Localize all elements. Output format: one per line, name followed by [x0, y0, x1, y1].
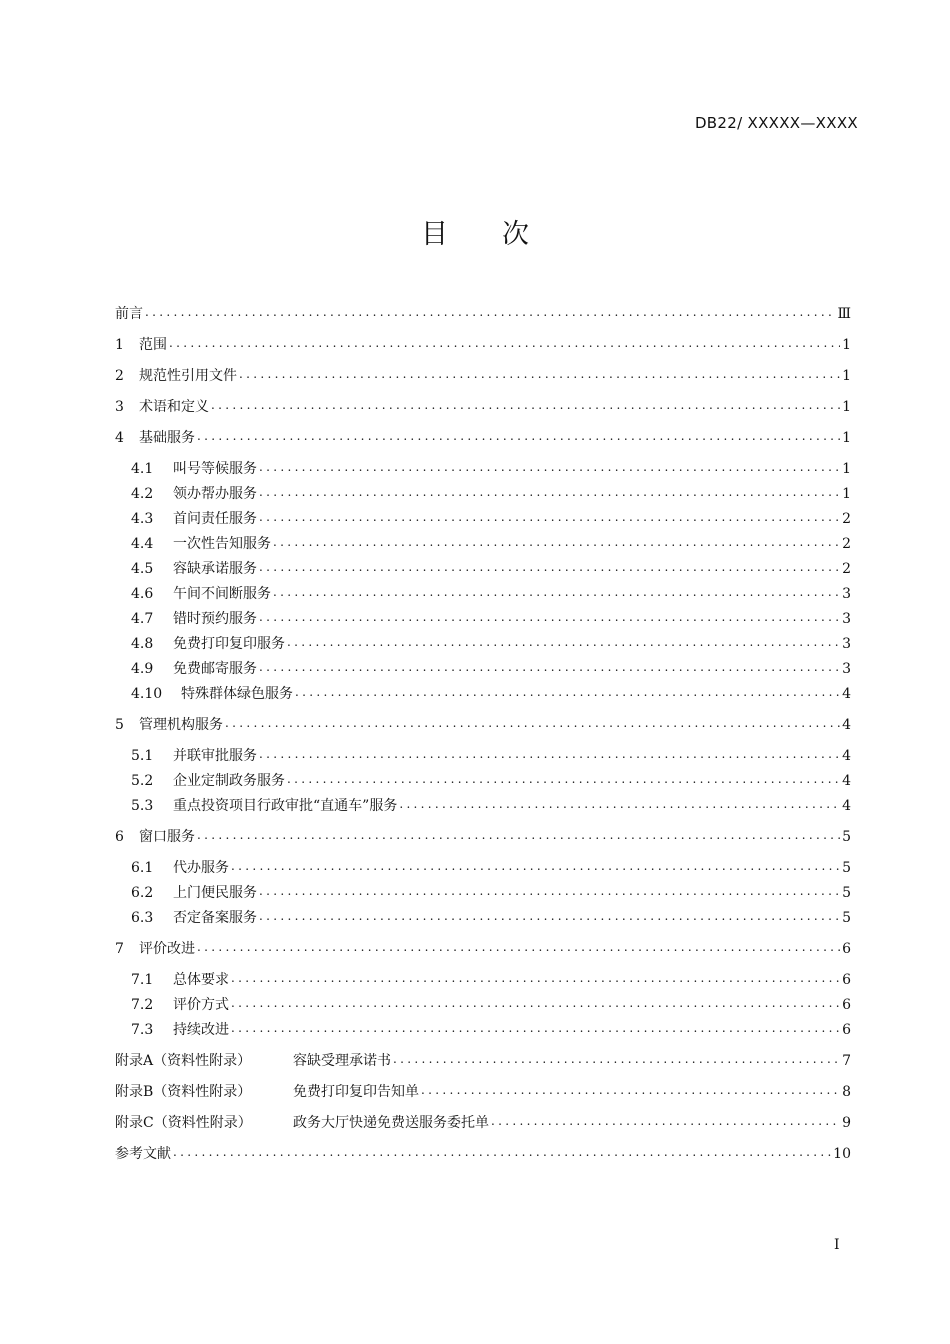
toc-entry[interactable]	[115, 331, 851, 355]
toc-page: 9	[842, 1115, 851, 1131]
toc-number: 7.3	[131, 1022, 154, 1038]
toc-subentry[interactable]	[131, 605, 851, 629]
title-char-left: 目	[421, 219, 448, 250]
toc-label: 首问责任服务	[173, 511, 257, 527]
toc-entry-references[interactable]	[115, 1140, 851, 1164]
toc-leader	[259, 559, 840, 579]
toc-label: 午间不间断服务	[173, 586, 271, 602]
toc-leader	[287, 634, 840, 654]
toc-label: 基础服务	[139, 430, 195, 446]
toc-page: 1	[842, 337, 851, 353]
toc-number: 7	[115, 941, 124, 957]
toc-page: 1	[842, 430, 851, 446]
toc-page: 2	[842, 511, 851, 527]
toc-number: 4.5	[131, 561, 154, 577]
toc-label: 领办帮办服务	[173, 486, 257, 502]
toc-subentry[interactable]	[131, 655, 851, 679]
toc-leader	[259, 883, 840, 903]
toc-subentry[interactable]	[131, 1016, 851, 1040]
toc-leader	[259, 509, 840, 529]
toc-number: 6.3	[131, 910, 154, 926]
toc-number: 4.1	[131, 461, 154, 477]
toc-leader	[295, 684, 840, 704]
toc-number: 6.1	[131, 860, 154, 876]
toc-entry-foreword[interactable]	[115, 300, 851, 324]
toc-number: 5.3	[131, 798, 154, 814]
toc-subentry[interactable]	[131, 767, 851, 791]
toc-page: Ⅲ	[837, 306, 851, 322]
toc-entry-appendix-b[interactable]	[115, 1078, 851, 1102]
toc-subentry[interactable]	[131, 455, 851, 479]
toc-number: 4.9	[131, 661, 154, 677]
toc-number: 4	[115, 430, 124, 446]
toc-number: 6	[115, 829, 124, 845]
toc-label: 总体要求	[173, 972, 229, 988]
toc-page: 5	[842, 829, 851, 845]
toc-leader	[173, 1144, 831, 1164]
toc-page: 6	[842, 1022, 851, 1038]
toc-page: 7	[842, 1053, 851, 1069]
toc-entry-appendix-c[interactable]	[115, 1109, 851, 1133]
toc-page: 4	[842, 717, 851, 733]
toc-number: 4.8	[131, 636, 154, 652]
toc-leader	[259, 746, 840, 766]
toc-page: 2	[842, 536, 851, 552]
toc-subentry[interactable]	[131, 991, 851, 1015]
toc-subentry[interactable]	[131, 792, 851, 816]
toc-number: 5.1	[131, 748, 154, 764]
toc-page: 5	[842, 860, 851, 876]
toc-number: 7.2	[131, 997, 154, 1013]
toc-label: 重点投资项目行政审批“直通车”服务	[173, 798, 398, 814]
page-number: I	[834, 1237, 840, 1253]
toc-page: 1	[842, 399, 851, 415]
toc-subentry[interactable]	[131, 480, 851, 504]
toc-subentry[interactable]	[131, 742, 851, 766]
toc-entry[interactable]	[115, 935, 851, 959]
toc-leader	[197, 939, 840, 959]
toc-page: 3	[842, 636, 851, 652]
toc-page: 4	[842, 686, 851, 702]
toc-page: 6	[842, 997, 851, 1013]
toc-leader	[259, 609, 840, 629]
toc-label: 并联审批服务	[173, 748, 257, 764]
toc-entry[interactable]	[115, 362, 851, 386]
toc-leader	[169, 335, 840, 355]
toc-number: 4.10	[131, 686, 163, 702]
toc-label: 错时预约服务	[173, 611, 257, 627]
toc-page: 1	[842, 486, 851, 502]
toc-leader	[287, 771, 840, 791]
toc-leader	[421, 1082, 840, 1102]
toc-number: 4.6	[131, 586, 154, 602]
toc-page: 10	[833, 1146, 851, 1162]
toc-label: 容缺受理承诺书	[293, 1053, 391, 1069]
toc-subentry[interactable]	[131, 854, 851, 878]
toc-label: 否定备案服务	[173, 910, 257, 926]
toc-page: 8	[842, 1084, 851, 1100]
toc-leader	[491, 1113, 840, 1133]
toc-page: 1	[842, 368, 851, 384]
toc-label: 评价改进	[139, 941, 195, 957]
toc-entry[interactable]	[115, 711, 851, 735]
toc-page: 5	[842, 910, 851, 926]
toc-label: 企业定制政务服务	[173, 773, 285, 789]
toc-label: 持续改进	[173, 1022, 229, 1038]
toc-subentry[interactable]	[131, 555, 851, 579]
toc-page: 4	[842, 748, 851, 764]
toc-number: 4.7	[131, 611, 154, 627]
toc-number: 7.1	[131, 972, 154, 988]
title-char-right: 次	[502, 219, 529, 250]
toc-label: 评价方式	[173, 997, 229, 1013]
toc-page: 3	[842, 611, 851, 627]
toc-page: 4	[842, 798, 851, 814]
toc-subentry[interactable]	[131, 530, 851, 554]
page-title	[0, 212, 950, 251]
toc-leader	[399, 796, 840, 816]
toc-label: 上门便民服务	[173, 885, 257, 901]
toc-leader	[197, 827, 840, 847]
toc-leader	[273, 584, 840, 604]
toc-page: 5	[842, 885, 851, 901]
toc-subentry[interactable]	[131, 505, 851, 529]
toc-appendix-label: 附录C（资料性附录）	[115, 1115, 252, 1131]
toc-number: 4.4	[131, 536, 154, 552]
toc-leader	[259, 908, 840, 928]
toc-leader	[197, 428, 840, 448]
toc-label: 叫号等候服务	[173, 461, 257, 477]
toc-subentry[interactable]	[131, 630, 851, 654]
toc-appendix-label: 附录B（资料性附录）	[115, 1084, 252, 1100]
toc-leader	[231, 995, 840, 1015]
toc-leader	[231, 970, 840, 990]
toc-number: 5	[115, 717, 124, 733]
toc-subentry[interactable]	[131, 680, 851, 704]
toc-subentry[interactable]	[131, 580, 851, 604]
toc-label: 代办服务	[173, 860, 229, 876]
toc-subentry[interactable]	[131, 879, 851, 903]
toc-label: 免费邮寄服务	[173, 661, 257, 677]
toc-leader	[211, 397, 840, 417]
document-code: DB22/ XXXXX—XXXX	[694, 114, 858, 132]
toc-label: 免费打印复印服务	[173, 636, 285, 652]
toc-label: 参考文献	[115, 1146, 171, 1162]
toc-label: 免费打印复印告知单	[293, 1084, 419, 1100]
toc-page: 2	[842, 561, 851, 577]
toc-leader	[259, 659, 840, 679]
toc-leader	[239, 366, 840, 386]
toc-page: 3	[842, 661, 851, 677]
toc-entry[interactable]	[115, 424, 851, 448]
toc-entry[interactable]	[115, 393, 851, 417]
toc-leader	[231, 858, 840, 878]
toc-subentry[interactable]	[131, 904, 851, 928]
toc-label: 管理机构服务	[139, 717, 223, 733]
toc-label: 政务大厅快递免费送服务委托单	[293, 1115, 489, 1131]
toc-label: 规范性引用文件	[139, 368, 237, 384]
toc-number: 5.2	[131, 773, 154, 789]
toc-leader	[259, 484, 840, 504]
toc-page: 4	[842, 773, 851, 789]
toc-entry-appendix-a[interactable]	[115, 1047, 851, 1071]
toc-number: 4.2	[131, 486, 154, 502]
toc-subentry[interactable]	[131, 966, 851, 990]
toc-page: 6	[842, 972, 851, 988]
toc-page: 3	[842, 586, 851, 602]
toc-leader	[145, 304, 835, 324]
toc-entry[interactable]	[115, 823, 851, 847]
toc-leader	[273, 534, 840, 554]
toc-number: 2	[115, 368, 124, 384]
toc-leader	[231, 1020, 840, 1040]
toc-label: 窗口服务	[139, 829, 195, 845]
toc-number: 4.3	[131, 511, 154, 527]
toc-label: 一次性告知服务	[173, 536, 271, 552]
toc-label: 前言	[115, 306, 143, 322]
toc-page: 6	[842, 941, 851, 957]
toc-label: 容缺承诺服务	[173, 561, 257, 577]
toc-leader	[259, 459, 840, 479]
toc-number: 1	[115, 337, 124, 353]
toc-label: 特殊群体绿色服务	[181, 686, 293, 702]
toc-page: 1	[842, 461, 851, 477]
toc-appendix-label: 附录A（资料性附录）	[115, 1053, 252, 1069]
toc-leader	[225, 715, 840, 735]
toc-label: 范围	[139, 337, 167, 353]
toc-label: 术语和定义	[139, 399, 209, 415]
toc-leader	[393, 1051, 840, 1071]
toc-number: 3	[115, 399, 124, 415]
toc-number: 6.2	[131, 885, 154, 901]
